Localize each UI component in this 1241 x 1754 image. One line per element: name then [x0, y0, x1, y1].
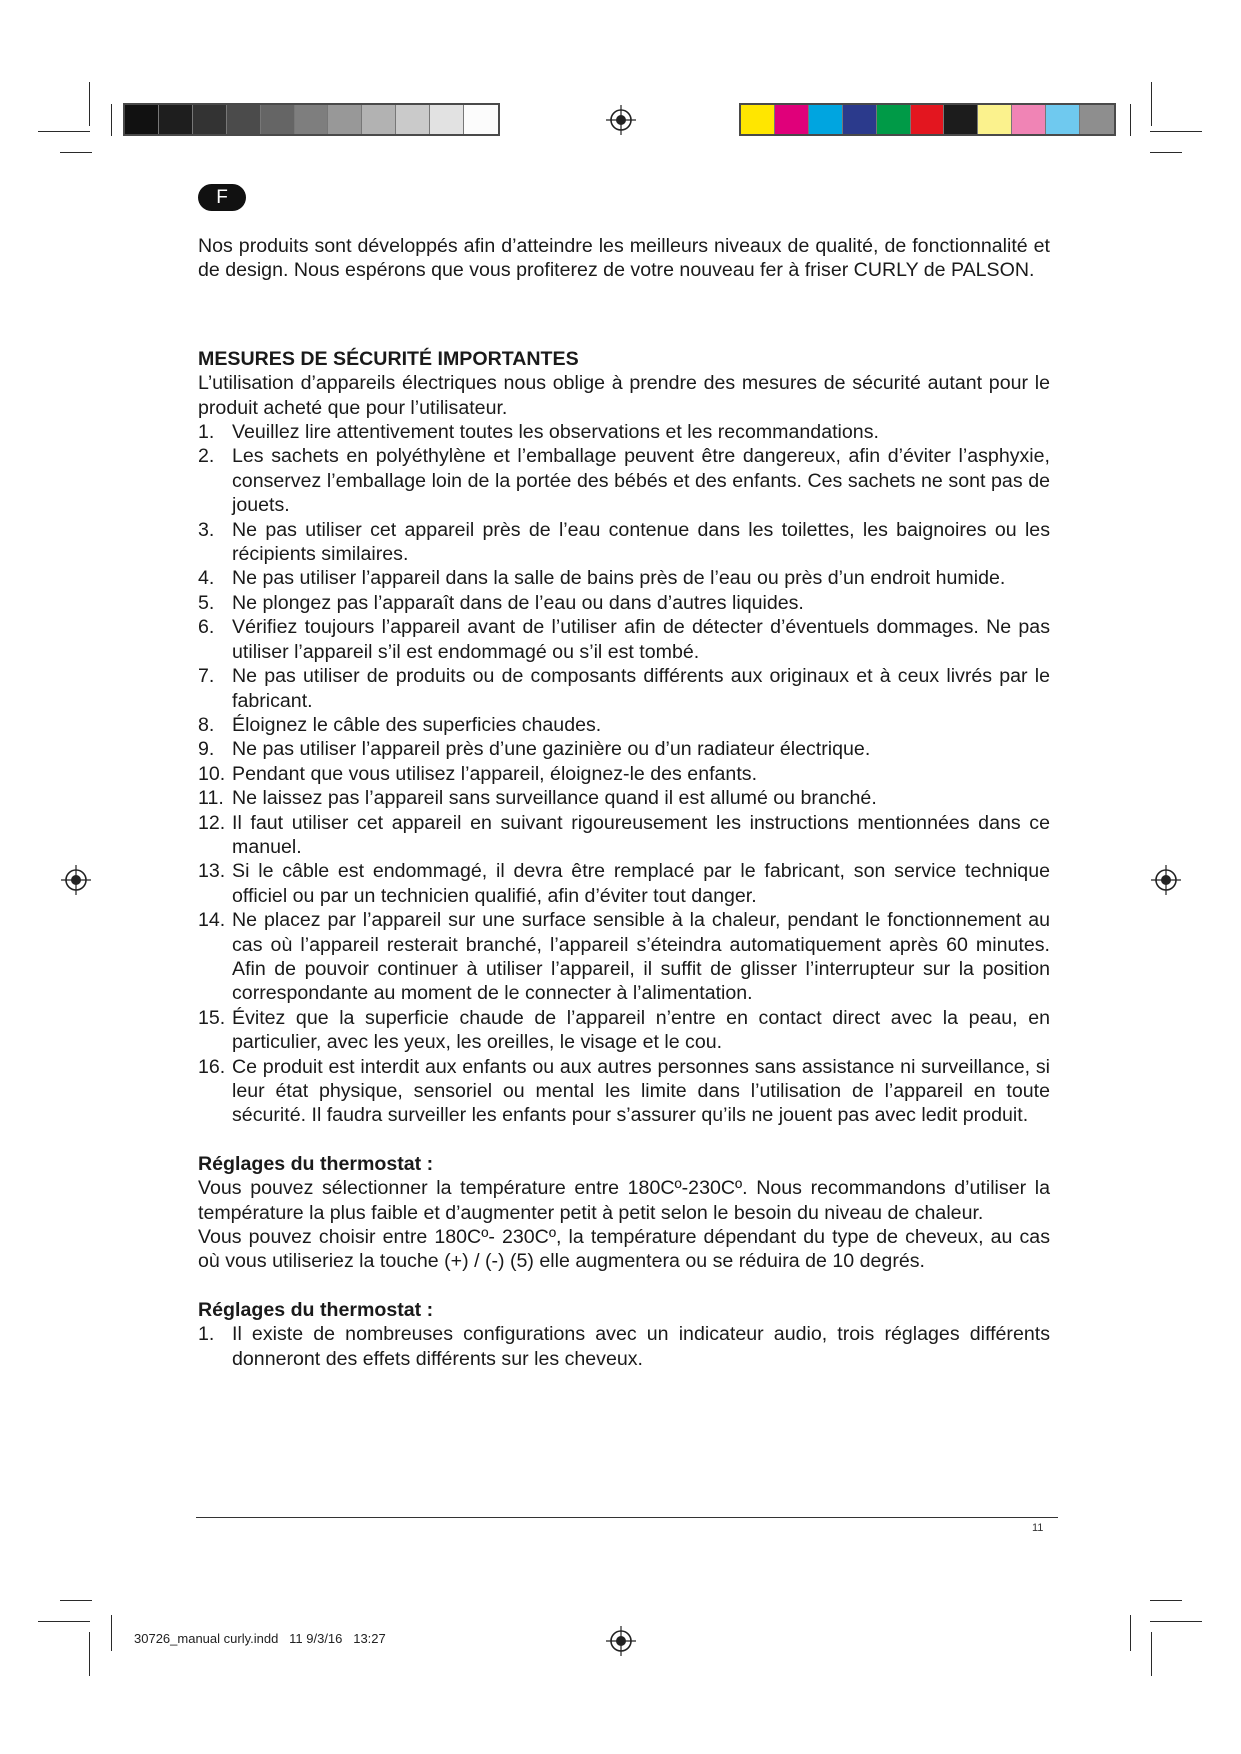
- list-item: [198, 908, 1050, 1006]
- crop-mark: [1151, 1632, 1152, 1676]
- list-item-number: 1.: [198, 1323, 215, 1346]
- color-swatch: [944, 105, 978, 134]
- list-item: [198, 566, 1050, 590]
- list-item: [198, 1055, 1050, 1128]
- list-item-text: Ne pas utiliser de produits ou de composants différents aux originaux et à ceux livrés par le fabricant.: [232, 665, 1050, 712]
- list-item-text: Il existe de nombreuses configurations avec un indicateur audio, trois réglages différents donneront des effets différents sur les cheveux.: [232, 1323, 1050, 1370]
- list-item-number: 7.: [198, 665, 215, 688]
- list-item: [198, 591, 1050, 615]
- color-swatch: [809, 105, 843, 134]
- crop-mark: [38, 131, 90, 132]
- color-swatch: [741, 105, 775, 134]
- list-item-text: Ne plongez pas l’apparaît dans de l’eau ou dans d’autres liquides.: [232, 591, 804, 614]
- list-item-text: Ne placez par l’appareil sur une surface sensible à la chaleur, pendant le fonctionnement au cas où l’appareil resterait branché, l’appareil s’éteindra automatiquement après 60 minutes. Afin de pouvoir continuer à utiliser l’appareil, il suffit de glisser l’interrupteur sur la position correspondante au moment de le connecter à l’alimentation.: [232, 909, 1050, 1005]
- list-item-text: Évitez que la superficie chaude de l’appareil n’entre en contact direct avec la peau, en particulier, avec les yeux, les oreilles, le visage et le cou.: [232, 1006, 1050, 1054]
- crop-mark: [1150, 152, 1182, 153]
- list-item-text: Il faut utiliser cet appareil en suivant rigoureusement les instructions mentionnées dans ce manuel.: [232, 811, 1050, 858]
- color-swatch: [193, 105, 227, 134]
- footer-rule: [196, 1517, 1058, 1518]
- color-swatch: [978, 105, 1012, 134]
- list-item: [198, 420, 1050, 444]
- color-swatch: [1080, 105, 1114, 134]
- list-item-text: Si le câble est endommagé, il devra être remplacé par le fabricant, son service technique officiel ou par un technicien qualifié, afin d’éviter tout danger.: [232, 860, 1050, 907]
- list-item-text: Veuillez lire attentivement toutes les observations et les recommandations.: [232, 421, 879, 444]
- crop-mark: [1130, 1615, 1131, 1651]
- list-item-text: Ne pas utiliser l’appareil dans la salle de bains près de l’eau ou près d’un endroit humide.: [232, 567, 1006, 590]
- grayscale-color-bar: [123, 103, 500, 136]
- crop-mark: [1150, 1621, 1202, 1622]
- list-item-number: 12.: [198, 811, 226, 834]
- list-item-number: 14.: [198, 909, 226, 932]
- list-item: [198, 615, 1050, 664]
- crop-mark: [89, 82, 90, 126]
- color-swatch: [843, 105, 877, 134]
- color-swatch: [295, 105, 329, 134]
- list-item-number: 8.: [198, 713, 215, 736]
- color-swatch: [125, 105, 159, 134]
- list-item: [198, 737, 1050, 761]
- safety-list: [198, 420, 1050, 1128]
- crop-mark: [1130, 104, 1131, 136]
- process-color-bar: [739, 103, 1116, 136]
- page-number: 11: [1032, 1522, 1044, 1534]
- list-item-number: 6.: [198, 616, 215, 639]
- list-item-number: 1.: [198, 421, 215, 444]
- registration-mark-icon: [1151, 865, 1181, 895]
- color-swatch: [261, 105, 295, 134]
- list-item-text: Pendant que vous utilisez l’appareil, éloignez-le des enfants.: [232, 762, 758, 785]
- registration-mark-icon: [61, 865, 91, 895]
- color-swatch: [877, 105, 911, 134]
- color-swatch: [1012, 105, 1046, 134]
- safety-heading: MESURES DE SÉCURITÉ IMPORTANTES: [198, 347, 579, 370]
- list-item-text: Ne laissez pas l’appareil sans surveillance quand il est allumé ou branché.: [232, 787, 877, 810]
- color-swatch: [396, 105, 430, 134]
- list-item: [198, 518, 1050, 567]
- color-swatch: [464, 105, 498, 134]
- list-item: [198, 1006, 1050, 1055]
- list-item-text: Ne pas utiliser cet appareil près de l’eau contenue dans les toilettes, les baignoires ou les récipients similaires.: [232, 518, 1050, 566]
- color-swatch: [159, 105, 193, 134]
- list-item: [198, 713, 1050, 737]
- list-item-text: Ce produit est interdit aux enfants ou aux autres personnes sans assistance ni surveillance, si leur état physique, sensoriel ou mental les limite dans l’utilisation de l’appareil en toute sécurité. Il faudra surveiller les enfants pour s’assurer qu’ils ne jouent pas avec ledit produit.: [232, 1055, 1050, 1127]
- list-item-text: Les sachets en polyéthylène et l’emballage peuvent être dangereux, afin d’éviter l’asphyxie, conservez l’emballage loin de la portée des bébés et des enfants. Ces sachets ne sont pas de jouets.: [232, 445, 1050, 517]
- color-swatch: [775, 105, 809, 134]
- color-swatch: [227, 105, 261, 134]
- color-swatch: [328, 105, 362, 134]
- registration-mark-icon: [606, 105, 636, 135]
- color-swatch: [430, 105, 464, 134]
- list-item: [198, 444, 1050, 517]
- list-item: [198, 859, 1050, 908]
- list-item-number: 3.: [198, 518, 215, 541]
- list-item-number: 2.: [198, 445, 215, 468]
- list-item-number: 16.: [198, 1055, 226, 1078]
- list-item-number: 11.: [198, 787, 224, 810]
- list-item-number: 5.: [198, 591, 215, 614]
- color-swatch: [362, 105, 396, 134]
- list-item: [198, 811, 1050, 860]
- crop-mark: [60, 1600, 92, 1601]
- thermostat-heading-2: Réglages du thermostat :: [198, 1298, 434, 1321]
- list-item-number: 4.: [198, 567, 215, 590]
- language-badge: F: [198, 184, 246, 211]
- list-item: [198, 1322, 1050, 1371]
- list-item-text: Ne pas utiliser l’appareil près d’une gazinière ou d’un radiateur électrique.: [232, 738, 871, 761]
- list-item-number: 13.: [198, 860, 226, 883]
- crop-mark: [1151, 82, 1152, 126]
- crop-mark: [60, 152, 92, 153]
- list-item: [198, 664, 1050, 713]
- thermostat-heading: Réglages du thermostat :: [198, 1152, 434, 1175]
- document-body: [198, 234, 1050, 1371]
- crop-mark: [1150, 1600, 1182, 1601]
- crop-mark: [111, 104, 112, 136]
- crop-mark: [111, 1615, 112, 1651]
- thermostat-settings-list: [198, 1322, 1050, 1371]
- color-swatch: [1046, 105, 1080, 134]
- registration-mark-icon: [606, 1626, 636, 1656]
- list-item-number: 10.: [198, 762, 226, 785]
- list-item-number: 9.: [198, 738, 215, 761]
- color-swatch: [911, 105, 945, 134]
- crop-mark: [38, 1621, 90, 1622]
- intro-paragraph: Nos produits sont développés afin d’atteindre les meilleurs niveaux de qualité, de fonctionnalité et de design. Nous espérons que vous profiterez de votre nouveau fer à friser CURLY de PALSON.: [198, 235, 1050, 282]
- list-item: [198, 762, 1050, 786]
- list-item: [198, 786, 1050, 810]
- list-item-text: Éloignez le câble des superficies chaudes.: [232, 713, 602, 736]
- safety-intro: L’utilisation d’appareils électriques nous oblige à prendre des mesures de sécurité autant pour le produit acheté que pour l’utilisateur.: [198, 372, 1050, 419]
- thermostat-paragraph-1: Vous pouvez sélectionner la température entre 180Cº-230Cº. Nous recommandons d’utiliser la température la plus faible et d’augmenter petit à petit selon le besoin du niveau de chaleur.: [198, 1177, 1050, 1224]
- thermostat-paragraph-2: Vous pouvez choisir entre 180Cº- 230Cº, la température dépendant du type de cheveux, au cas où vous utiliseriez la touche (+) / (-) (5) elle augmentera ou se réduira de 10 degrés.: [198, 1226, 1050, 1273]
- list-item-number: 15.: [198, 1006, 226, 1029]
- list-item-text: Vérifiez toujours l’appareil avant de l’utiliser afin de détecter d’éventuels dommages. Ne pas utiliser l’appareil s’il est endommagé ou s’il est tombé.: [232, 616, 1050, 663]
- crop-mark: [89, 1632, 90, 1676]
- print-slug: 30726_manual curly.indd 11 9/3/16 13:27: [134, 1631, 386, 1646]
- crop-mark: [1150, 131, 1202, 132]
